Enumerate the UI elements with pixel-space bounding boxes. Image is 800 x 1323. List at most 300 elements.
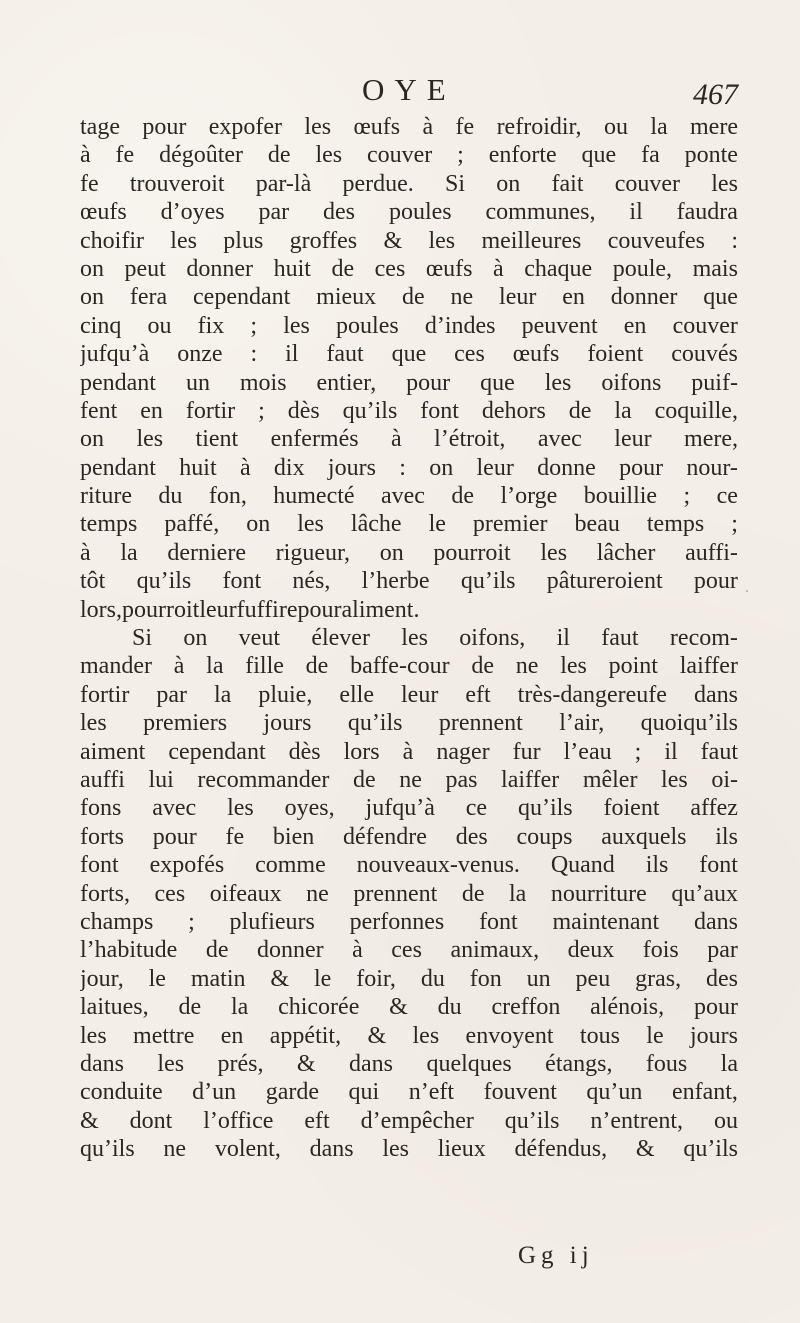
word: forts, (80, 880, 130, 907)
text-line (80, 482, 738, 510)
text-line (80, 965, 738, 993)
word: creffon (491, 994, 561, 1021)
word: des (706, 965, 738, 992)
word: forts (80, 823, 124, 850)
word: dans (693, 908, 738, 935)
word: tage (80, 114, 120, 140)
word: choifir (80, 227, 144, 254)
word: enfant, (671, 1079, 738, 1106)
paper-mark: ˙ (744, 586, 750, 606)
word: Quand (550, 852, 615, 879)
word: coups (516, 823, 573, 850)
word: l’orge (500, 483, 558, 510)
word: oifeaux (209, 880, 282, 907)
word: qu’ils (517, 795, 573, 822)
word: groffes (289, 227, 358, 254)
word: ; (258, 397, 265, 424)
word: meilleures (481, 227, 582, 254)
word: refroidir, (496, 114, 582, 140)
word: jour, (80, 965, 124, 992)
text-line (80, 141, 738, 169)
page-number: 467 (693, 78, 738, 111)
word: ne (306, 880, 329, 907)
word: en (140, 397, 163, 424)
word: poule, (612, 255, 673, 282)
text-line (80, 880, 738, 908)
word: pendant (80, 454, 156, 481)
word: dès (288, 738, 321, 765)
word: poules (388, 199, 452, 226)
word: la (509, 880, 527, 907)
word: ces (374, 255, 406, 282)
word: qu’ils (342, 397, 398, 424)
word: aiment (80, 738, 146, 765)
word: l’herbe (361, 568, 430, 595)
word: pourroit (433, 539, 511, 566)
word: ils (715, 823, 738, 850)
word: très-dangereufe (517, 681, 667, 708)
word: on (379, 539, 404, 566)
word: mere, (684, 426, 738, 453)
text-line (80, 340, 738, 368)
word: peuvent (521, 312, 598, 339)
word: fe (115, 142, 135, 169)
word: du (437, 994, 462, 1021)
word: on (429, 454, 454, 481)
word: à (173, 653, 185, 680)
word: l’habitude (80, 937, 178, 964)
word: recommander (197, 766, 330, 793)
word: par-là (255, 170, 312, 197)
word: fon, (208, 483, 247, 510)
word: défendre (342, 823, 427, 850)
word: trouveroit (129, 170, 225, 197)
word: ne (399, 766, 422, 793)
word: onze (177, 341, 223, 368)
word: plus (223, 227, 264, 254)
word: prennent (438, 710, 523, 737)
word: Si (445, 170, 466, 197)
word: défendus, (514, 1136, 608, 1163)
text-line (80, 766, 738, 794)
word: qu’ils (347, 710, 403, 737)
word: pour (693, 568, 738, 595)
word: & (270, 965, 290, 992)
word: : (731, 227, 738, 254)
word: foient (603, 795, 660, 822)
word: puif- (691, 369, 738, 396)
word: auffi- (685, 539, 738, 566)
word: l’eau (563, 738, 612, 765)
word: derniere (167, 539, 246, 566)
word: mais (692, 255, 738, 282)
word: quoiqu’ils (640, 710, 738, 737)
word: pour (693, 994, 738, 1021)
word: & (389, 994, 408, 1021)
word: qu’ils (80, 1136, 135, 1163)
word: fons (80, 795, 122, 822)
word: fe (225, 823, 245, 850)
text-line (80, 908, 738, 936)
word: perdue. (342, 170, 414, 197)
word: à (239, 454, 251, 481)
word: il (285, 341, 299, 368)
page-title: OYE (362, 72, 456, 107)
text-line (80, 170, 738, 198)
word: dans (80, 1050, 124, 1077)
word: fe (455, 114, 475, 140)
word: lors, (80, 596, 122, 623)
text-line (80, 255, 738, 283)
word: temps (80, 511, 138, 538)
word: fera (129, 284, 168, 311)
word: on (246, 511, 271, 538)
word: à (352, 937, 363, 964)
word: font (420, 397, 459, 424)
word: appétit, (269, 1022, 342, 1049)
word: recom- (669, 625, 738, 652)
word: étangs, (545, 1050, 613, 1077)
word: maintenant (552, 908, 660, 935)
word: jours (690, 1022, 738, 1049)
word: du (158, 483, 183, 510)
word: jours (327, 454, 376, 481)
word: cependant (193, 284, 291, 311)
word: œufs (512, 341, 560, 368)
word: font (479, 908, 518, 935)
word: premiers (143, 710, 228, 737)
word: fois (642, 937, 679, 964)
word: l’air, (559, 710, 605, 737)
word: conduite (80, 1079, 163, 1106)
text-line (80, 397, 738, 425)
word: qu’ils (683, 1136, 738, 1163)
text-line (80, 993, 738, 1021)
word: chaque (524, 255, 593, 282)
word: ou (713, 1107, 738, 1134)
word: fe (80, 170, 99, 197)
text-line (80, 198, 738, 226)
word: on (80, 255, 104, 282)
word: ce (716, 483, 738, 510)
word: les (428, 227, 456, 254)
text-line (80, 1078, 738, 1106)
word: des (323, 199, 356, 226)
word: pourroit (122, 596, 200, 623)
text-line (80, 936, 738, 964)
word: donner (610, 284, 678, 311)
word: laiffer (501, 766, 560, 793)
word: beau (574, 511, 620, 538)
word: les (283, 312, 310, 339)
word: qui (348, 1079, 380, 1106)
word: les (80, 710, 107, 737)
word: un (185, 369, 210, 396)
word: font (80, 852, 119, 879)
word: bouillie (583, 483, 658, 510)
printer-signature: Gg ij (518, 1242, 594, 1269)
word: ; (634, 738, 642, 765)
word: les (170, 227, 197, 254)
word: pour (297, 596, 342, 623)
word: dégoûter (159, 142, 244, 169)
word: animaux, (450, 937, 540, 964)
word: champs (80, 908, 154, 935)
word: le (148, 965, 166, 992)
word: huit (179, 454, 217, 481)
word: œufs (353, 114, 401, 140)
text-line (80, 709, 738, 737)
word: point (608, 653, 658, 680)
word: il (629, 199, 643, 226)
word: de (205, 937, 229, 964)
word: d’oyes (160, 199, 225, 226)
word: plufieurs (229, 908, 315, 935)
word: foient (587, 341, 644, 368)
word: en (562, 284, 585, 311)
word: les (401, 625, 428, 652)
word: qu’ils (460, 568, 516, 595)
word: la (230, 994, 249, 1021)
word: affez (690, 795, 738, 822)
text-line (80, 1050, 738, 1078)
word: avec (380, 483, 425, 510)
word: en (220, 1022, 244, 1049)
word: couvés (671, 341, 738, 368)
word: elle (339, 681, 374, 708)
word: ces (454, 341, 485, 368)
word: par (156, 681, 187, 708)
word: Si (132, 625, 153, 652)
word: riture (80, 483, 132, 510)
word: à (80, 539, 91, 566)
word: mieux (316, 284, 377, 311)
word: foir, (356, 965, 396, 992)
word: enforte (488, 142, 557, 169)
word: un (526, 965, 551, 992)
text-line (80, 1022, 738, 1050)
word: donner (256, 937, 324, 964)
word: rigueur, (275, 539, 350, 566)
word: avec (537, 426, 582, 453)
word: qu’ils (504, 1107, 560, 1134)
word: fuffire (236, 596, 298, 623)
word: lieux (437, 1136, 486, 1163)
word: & (367, 1022, 387, 1049)
word: temps (646, 511, 705, 538)
word: ; (188, 908, 195, 935)
word: les (136, 426, 164, 453)
word: baffe-cour (350, 653, 450, 680)
word: dans (693, 681, 738, 708)
text-line (80, 823, 738, 851)
word: ponte (684, 142, 738, 169)
word: alénois, (590, 994, 665, 1021)
word: à (493, 255, 504, 282)
word: garde (265, 1079, 319, 1106)
word: leur (499, 284, 537, 311)
word: donner (186, 255, 254, 282)
text-line (80, 454, 738, 482)
word: eft (304, 1107, 330, 1134)
word: lors (343, 738, 380, 765)
word: lâcher (596, 539, 656, 566)
text-line (80, 369, 738, 397)
text-line (80, 681, 738, 709)
word: eft (465, 681, 491, 708)
word: œufs (425, 255, 473, 282)
word: par (258, 199, 290, 226)
word: entier, (316, 369, 377, 396)
word: mere (690, 114, 738, 140)
word: de (461, 880, 485, 907)
word: aliment. (341, 596, 420, 623)
word: de (568, 397, 592, 424)
word: des (455, 823, 488, 850)
word: lâche (350, 511, 402, 538)
word: tient (195, 426, 239, 453)
word: pas (445, 766, 478, 793)
word: ; (683, 483, 691, 510)
word: on (183, 625, 208, 652)
word: couver (672, 312, 738, 339)
word: faut (601, 625, 639, 652)
word: les (544, 369, 572, 396)
word: de (305, 653, 329, 680)
word: le (646, 1022, 664, 1049)
word: il (664, 738, 678, 765)
word: à (80, 142, 91, 169)
word: premier (472, 511, 548, 538)
word: nourriture (550, 880, 647, 907)
word: d’un (192, 1079, 237, 1106)
word: faudra (676, 199, 738, 226)
word: fait (551, 170, 584, 197)
body-text (80, 113, 738, 1163)
text-line (80, 227, 738, 255)
word: ou (147, 312, 172, 339)
word: la (650, 114, 668, 140)
word: d’indes (424, 312, 496, 339)
word: deux (567, 937, 615, 964)
word: leur (614, 426, 652, 453)
word: on (80, 284, 104, 311)
word: fent (80, 397, 118, 424)
word: chicorée (278, 994, 360, 1021)
word: que (581, 142, 617, 169)
word: ; (250, 312, 258, 339)
word: les (661, 766, 688, 793)
word: mêler (582, 766, 638, 793)
word: laiffer (679, 653, 738, 680)
word: ou (603, 114, 628, 140)
word: ce (465, 795, 488, 822)
word: de (402, 284, 425, 311)
text-line (80, 596, 738, 624)
word: la (720, 1050, 738, 1077)
word: jufqu’à (365, 795, 435, 822)
word: d’empêcher (360, 1107, 474, 1134)
text-line (80, 539, 738, 567)
word: il (556, 625, 570, 652)
word: couver (614, 170, 681, 197)
word: expofés (149, 852, 225, 879)
word: tôt (80, 568, 106, 595)
word: jufqu’à (80, 341, 150, 368)
word: couver (366, 142, 433, 169)
word: de (471, 653, 495, 680)
word: communes, (485, 199, 596, 226)
word: les (80, 1022, 107, 1049)
word: lui (148, 766, 174, 793)
word: matin (190, 965, 246, 992)
word: à (422, 114, 434, 140)
word: avec (152, 795, 197, 822)
word: dehors (481, 397, 546, 424)
word: poules (336, 312, 399, 339)
word: nour- (686, 454, 738, 481)
word: donne (537, 454, 596, 481)
text-line (80, 113, 738, 141)
word: quelques (426, 1050, 512, 1077)
word: fix (197, 312, 225, 339)
word: nager (436, 738, 490, 765)
word: fon (469, 965, 502, 992)
word: font (699, 852, 738, 879)
text-line (80, 652, 738, 680)
word: & (296, 1050, 316, 1077)
word: laitues, (80, 994, 149, 1021)
word: bien (272, 823, 315, 850)
word: qu’ils (136, 568, 192, 595)
word: & (635, 1136, 655, 1163)
word: ces (391, 937, 422, 964)
word: de (451, 483, 475, 510)
word: on (496, 170, 521, 197)
word: que (703, 284, 738, 311)
text-line (80, 567, 738, 595)
word: du (420, 965, 445, 992)
word: ne (515, 653, 539, 680)
word: faut (326, 341, 364, 368)
word: cinq (80, 312, 122, 339)
running-head (80, 72, 738, 116)
word: mois (239, 369, 287, 396)
word: pâtureroient (546, 568, 663, 595)
word: de (178, 994, 202, 1021)
word: leur (401, 681, 439, 708)
text-line (80, 851, 738, 879)
word: en (623, 312, 647, 339)
word: ils (645, 852, 669, 879)
word: les (304, 114, 332, 140)
word: à (391, 426, 402, 453)
word: de (267, 142, 291, 169)
word: le (313, 965, 332, 992)
word: perfonnes (349, 908, 445, 935)
word: qu’un (586, 1079, 643, 1106)
word: fous (645, 1050, 688, 1077)
word: les (412, 1022, 440, 1049)
word: cependant (168, 738, 266, 765)
word: fouvent (483, 1079, 557, 1106)
word: dès (287, 397, 320, 424)
word: que (391, 341, 427, 368)
text-line (80, 425, 738, 453)
word: pour (142, 114, 187, 140)
text-line (80, 283, 738, 311)
word: leur (476, 454, 514, 481)
